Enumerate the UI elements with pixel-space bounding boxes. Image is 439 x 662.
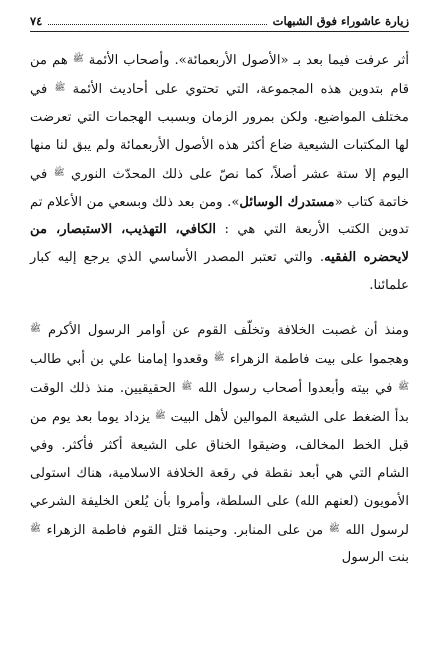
p2-text-2: وهجموا على بيت فاطمة الزهراء (229, 352, 409, 368)
four-books-list: الكافي، التهذيب، الاستبصار، من لايحضره الفقيه (30, 222, 409, 266)
paragraph-1 (30, 46, 409, 300)
p1-text-6: . والتي تعتبر المصدر الأساسي الذي يرجع إليه كبار علمائنا. (30, 250, 409, 294)
honorific-fatima-icon: ﷺ (213, 353, 225, 364)
book-title-mustadrak: مستدرك الوسائل (239, 194, 335, 210)
p1-text-1: أثر عرفت فيما بعد بـ «الأصول الأربعمائة». وأصحاب الأئمة (88, 53, 409, 68)
honorific-alayhim-icon: ﷺ (72, 54, 84, 64)
header-rule (30, 31, 409, 32)
honorific-alayhim-icon: ﷺ (54, 82, 66, 93)
honorific-nabi-icon: ﷺ (181, 381, 193, 392)
honorific-rahimahu-icon: ﷺ (53, 167, 65, 178)
p2-text-1: ومنذ أن غصبت الخلافة وتخلّف القوم عن أوامر الرسول الأكرم (47, 323, 409, 339)
page-number: ٧٤ (30, 14, 43, 28)
p1-text-4: في خاتمة كتاب « (30, 166, 409, 210)
p2-text-8: بنت الرسول (341, 550, 409, 566)
p2-text-6: يزداد يوما بعد يوم من قبل الخط المخالف، وضيقوا الخناق على الشيعة أكثر فأكثر. وفي الشام التي هي أبعد نقطة في رقعة الخلافة الاسلامية، هناك استولى الأمويون (لعنهم الله) على السلطة، وأمروا بأن يُلعن الخليفة الشرعي لرسول الله (30, 409, 409, 538)
running-title: زيارة عاشوراء فوق الشبهات (272, 14, 409, 28)
dotted-leader (48, 16, 266, 25)
honorific-nabi-icon: ﷺ (328, 523, 340, 534)
p1-text-5: ». ومن بعد ذلك وبسعي من الأعلام تم تدوين الكتب الأربعة التي هي : (30, 194, 409, 238)
p2-text-5: الحقيقيين. منذ ذلك الوقت بدأ الضغط على الشيعة الموالين لأهل البيت (30, 380, 409, 425)
p2-text-4: في بيته وأبعدوا أصحاب رسول الله (197, 380, 393, 396)
paragraph-2 (30, 316, 409, 572)
p1-text-3: في مختلف المواضيع. ولكن بمرور الزمان وبسبب الهجمات التي تعرضت لها المكتبات الشيعية ضاع أكثر هذه الأصول الأربعمائة ولم يبق لنا منها اليوم إلا ستة عشر أصلاً، كما نصّ على ذلك المحدّث النوري (30, 81, 409, 182)
honorific-fatima-icon: ﷺ (30, 523, 41, 534)
honorific-alayhi-icon: ﷺ (398, 381, 409, 392)
honorific-alayhim-icon: ﷺ (154, 410, 166, 421)
page-body (30, 46, 409, 572)
p2-text-3: وقعدوا إمامنا علي بن أبي طالب (30, 352, 209, 368)
honorific-nabi-icon: ﷺ (30, 324, 41, 335)
p2-text-7: من على المنابر. وحينما قتل القوم فاطمة الزهراء (46, 522, 324, 538)
p1-text-2: هم من قام بتدوين هذه المجموعة، التي تحتوي على أحاديث الأئمة (30, 53, 409, 97)
running-header (30, 14, 409, 28)
